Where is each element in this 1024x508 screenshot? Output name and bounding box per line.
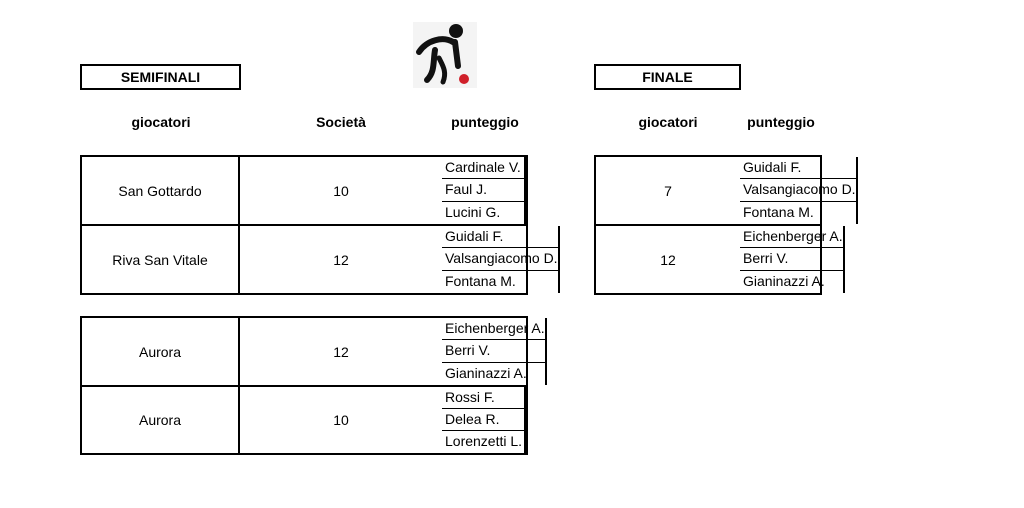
- player-name: Berri V.: [442, 340, 547, 362]
- player-name: Eichenberger A.: [442, 318, 547, 340]
- club-name: San Gottardo: [82, 157, 240, 224]
- club-name: Riva San Vitale: [82, 226, 240, 293]
- final-header-players: giocatori: [638, 114, 698, 130]
- score-value: 10: [333, 182, 349, 199]
- player-name: Faul J.: [442, 179, 526, 201]
- player-name: Cardinale V.: [442, 157, 526, 179]
- semi-group-1: [80, 155, 528, 226]
- semi-header-players: giocatori: [131, 114, 191, 130]
- semi-group-3: [80, 316, 545, 387]
- player-name: Lucini G.: [442, 202, 526, 224]
- player-name: Fontana M.: [740, 202, 858, 224]
- player-name: Gianinazzi A.: [442, 363, 547, 385]
- score-value: 12: [333, 251, 349, 268]
- player-name: Delea R.: [442, 409, 526, 431]
- finale-title: FINALE: [594, 64, 741, 90]
- score-value: 10: [333, 412, 349, 428]
- score-value: 12: [660, 251, 676, 268]
- semi-header-score: punteggio: [451, 114, 519, 130]
- semifinali-title: SEMIFINALI: [80, 64, 241, 90]
- final-header-score: punteggio: [747, 114, 815, 130]
- player-name: Valsangiacomo D.: [740, 179, 858, 201]
- score-value: 12: [333, 343, 349, 360]
- club-name: Aurora: [82, 318, 240, 385]
- player-name: Berri V.: [740, 248, 845, 270]
- semi-group-2: [80, 226, 558, 295]
- club-name: Aurora: [82, 387, 240, 453]
- final-group-2: [594, 226, 843, 295]
- player-name: Fontana M.: [442, 271, 560, 293]
- player-name: Rossi F.: [442, 387, 526, 409]
- player-name: Gianinazzi A.: [740, 271, 845, 293]
- player-name: Guidali F.: [442, 226, 560, 248]
- player-name: Eichenberger A.: [740, 226, 845, 248]
- player-name: Guidali F.: [740, 157, 858, 179]
- bocce-ball-icon: [459, 74, 469, 84]
- player-name: Valsangiacomo D.: [442, 248, 560, 270]
- semi-group-4: [80, 387, 528, 455]
- bocce-player-icon: [413, 22, 477, 88]
- semi-header-club: Società: [316, 114, 366, 130]
- player-name: Lorenzetti L.: [442, 431, 526, 453]
- score-value: 7: [664, 182, 672, 199]
- final-group-1: [594, 155, 856, 226]
